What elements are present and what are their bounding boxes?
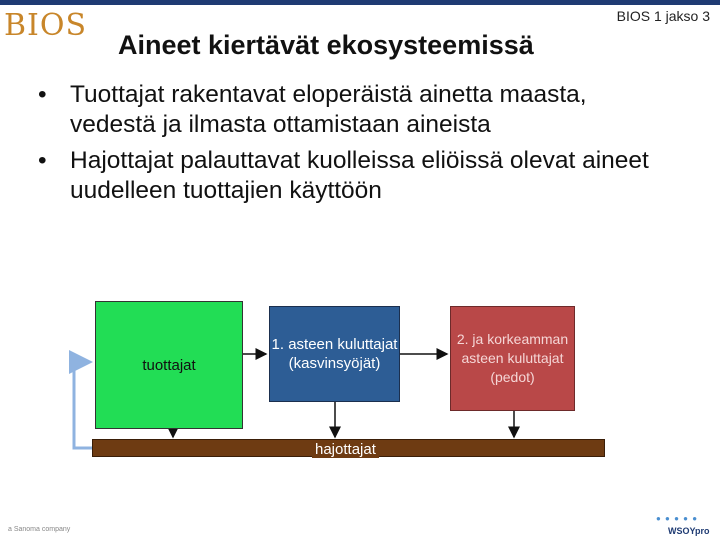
slide-title: Aineet kiertävät ekosysteemissä bbox=[118, 30, 534, 60]
primary-consumers-box bbox=[269, 306, 400, 402]
bullet-text: Tuottajat rakentavat eloperäistä ainetta maasta, vedestä ja ilmasta ottamistaan aineista bbox=[70, 81, 587, 138]
footer-company: a Sanoma company bbox=[8, 526, 71, 533]
publisher-logo: WSOYpro bbox=[668, 526, 710, 536]
bullet-dot: • bbox=[38, 147, 47, 174]
bios-logo: BIOS bbox=[4, 8, 88, 43]
producers-label: tuottajat bbox=[142, 356, 196, 374]
arrow-decomposers-to-producers bbox=[74, 362, 92, 448]
bullet-dot: • bbox=[38, 81, 47, 108]
publisher-logo-dots: ● ● ● ● ● bbox=[656, 514, 699, 523]
slide-reference: BIOS 1 jakso 3 bbox=[616, 8, 710, 24]
higher-consumers-label: 2. ja korkeamman asteen kuluttajat (pedot) bbox=[456, 331, 569, 385]
bullet-text: Hajottajat palauttavat kuolleissa eliöissä olevat aineet uudelleen tuottajien käyttöön bbox=[70, 147, 649, 204]
decomposers-label: hajottajat bbox=[312, 441, 379, 458]
higher-consumers-box bbox=[450, 306, 575, 411]
producers-box bbox=[95, 301, 243, 429]
primary-consumers-label: 1. asteen kuluttajat (kasvinsyöjät) bbox=[271, 336, 398, 372]
